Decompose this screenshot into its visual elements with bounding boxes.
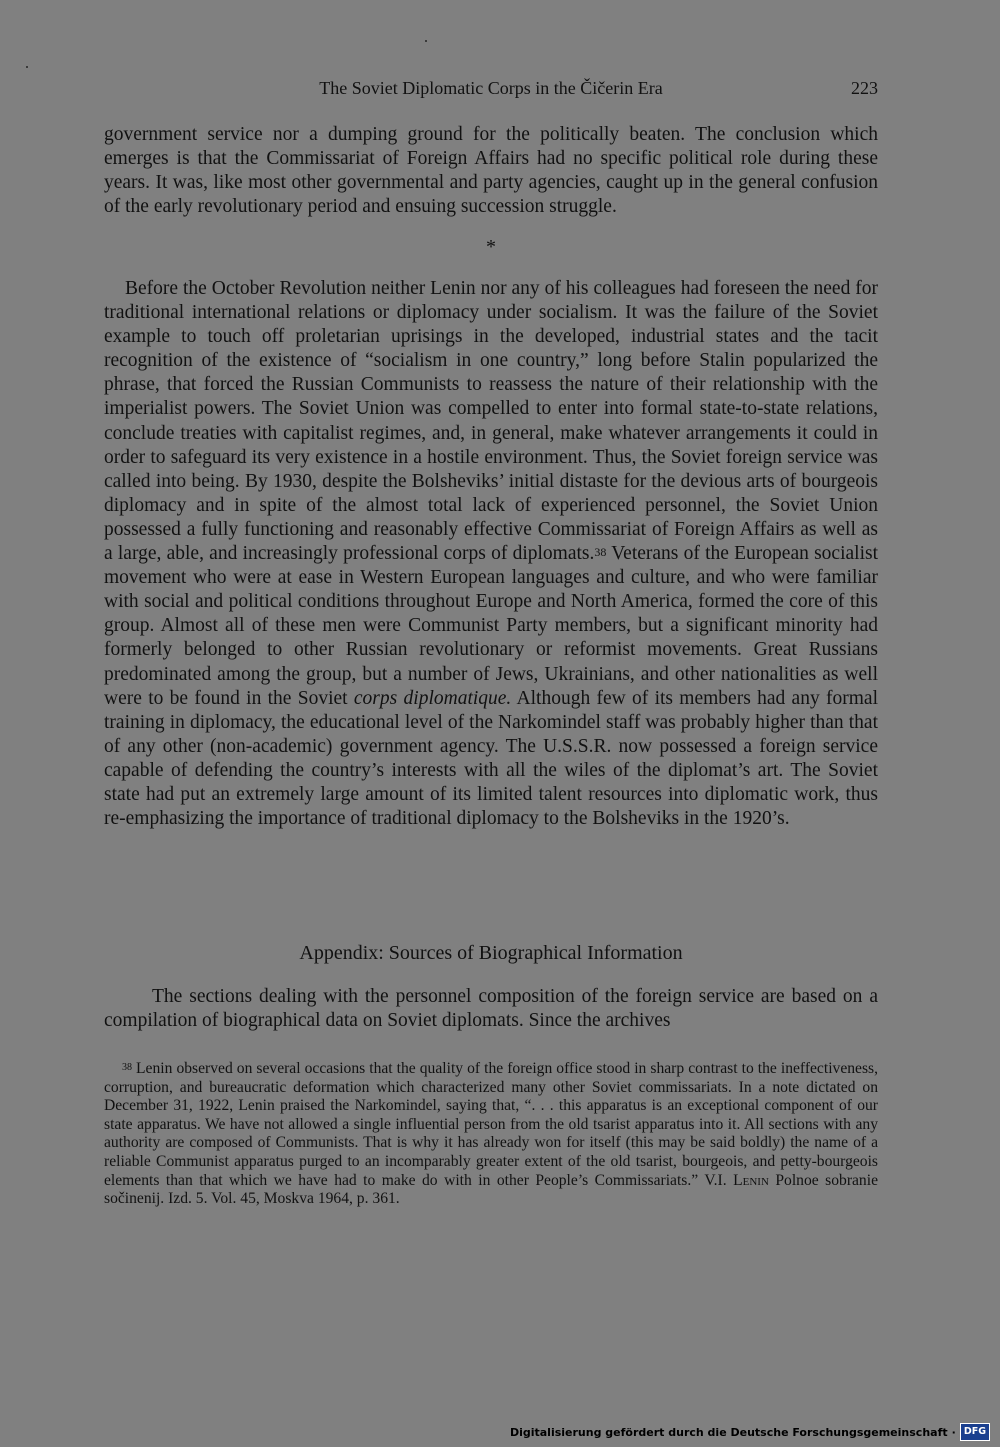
separator-dot: ·	[951, 1425, 956, 1439]
footnote-text-1: Lenin observed on several occasions that the quality of the foreign office stood in sharp contrast to the ineffectiveness, corruption, and bureaucratic deformation which characterized many other Soviet commissariats. In a note dictated on December 31, 1922, Lenin praised the Narkomindel, saying that, “. . . this apparatus is an exceptional component of our state apparatus. We have not allowed a single influential person from the old tsarist apparatus into it. All sections with any authority are composed of Communists. That is why it has already won for itself (this may be said boldly) the name of a reliable Communist apparatus purged to an incomparably greater extent of the old tsarist, bourgeois, and petty-bourgeois elements than that which we have had to make do with in other People’s Commissariats.” V.I.	[104, 1060, 878, 1189]
paragraph-main-italic: corps diplomatique.	[353, 687, 512, 709]
paragraph-main-text-1: Before the October Revolution neither Lenin nor any of his colleagues had foreseen the need for traditional international relations or diplomacy under socialism. It was the failure of the Soviet example to touch off proletarian uprisings in the developed, industrial states and the tacit recognition of the existence of “socialism in one country,” long before Stalin popularized the phrase, that forced the Russian Communists to reassess the nature of their relationship with the imperialist powers. The Soviet Union was compelled to enter into formal state-to-state relations, conclude treaties with capitalist regimes, and, in general, make whatever arrangements it could in order to safeguard its very existence in a hostile environment. Thus, the Soviet foreign service was called into being. By 1930, despite the Bolsheviks’ initial distaste for the devious arts of bourgeois diplomacy and in spite of the almost total lack of experienced personnel, the Soviet Union possessed a fully functioning and reasonably effective Commissariat of Foreign Affairs as well as a large, able, and increasingly professional corps of diplomats.	[104, 278, 878, 565]
footnote-author: Lenin	[733, 1171, 769, 1189]
funding-text: Digitalisierung gefördert durch die Deutsche Forschungsgemeinschaft	[509, 1425, 948, 1439]
running-header	[104, 74, 878, 102]
paragraph-main-text-3: Although few of its members had any formal training in diplomacy, the educational level of the Narkomindel staff was probably higher than that of any other (non-academic) government agency. The U.S.S.R. now possessed a foreign service capable of defending the country’s interests with all the wiles of the diplomat’s art. The Soviet state had put an extremely large amount of its limited talent resources into diplomatic work, thus re-emphasizing the importance of traditional diplomacy to the Bolsheviks in the 1920’s.	[104, 687, 878, 830]
dfg-logo[interactable]: DFG	[960, 1423, 990, 1441]
paragraph-main	[104, 277, 878, 831]
paragraph-continuation: government service nor a dumping ground for the politically beaten. The conclusion which emerges is that the Commissariat of Foreign Affairs had no specific political role during these years. It was, like most other governmental and party agencies, caught up in the general confusion of the early revolutionary period and ensuing succession struggle.	[104, 124, 878, 218]
paragraph-main-text-2: Veterans of the European socialist movement who were at ease in Western European languages and culture, and who were familiar with social and political conditions throughout Europe and North America, formed the core of this group. Almost all of these men were Communist Party members, but a significant minority had formerly belonged to other Russian revolutionary or reformist movements. Great Russians predominated among the group, but a number of Jews, Ukrainians, and other nationalities as well were to be found in the Soviet	[104, 543, 878, 709]
funding-footer	[510, 1423, 990, 1441]
footnote-text-2: Polnoe sobranie sočinenij. Izd. 5. Vol. 45, Moskva 1964, p. 361.	[104, 1171, 878, 1208]
footnote-number: 38	[122, 1062, 132, 1073]
section-separator: *	[486, 236, 496, 258]
appendix-heading: Appendix: Sources of Biographical Information	[299, 942, 683, 964]
page-number: 223	[851, 78, 878, 98]
appendix-paragraph: The sections dealing with the personnel composition of the foreign service are based on a compilation of biographical data on Soviet diplomats. Since the archives	[104, 986, 878, 1032]
footnote-reference[interactable]: 38	[594, 545, 607, 560]
running-title: The Soviet Diplomatic Corps in the Čičerin Era	[319, 78, 663, 98]
scan-speck	[425, 40, 427, 42]
scan-speck	[26, 66, 28, 68]
footnote	[104, 1060, 878, 1209]
